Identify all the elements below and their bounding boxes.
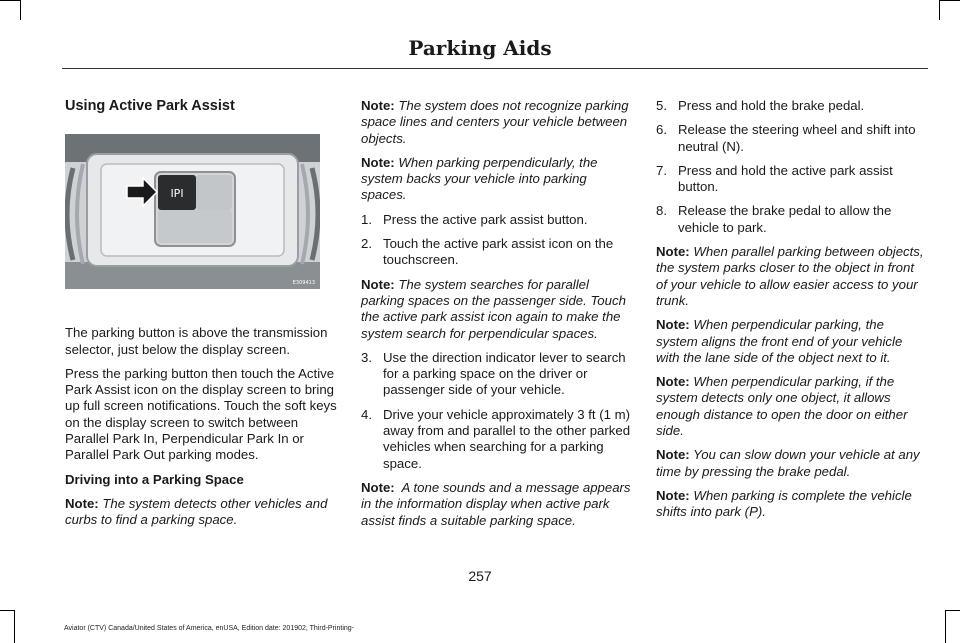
figure-code: E309413 bbox=[292, 280, 315, 287]
note-label: Note: bbox=[361, 154, 395, 170]
note-label: Note: bbox=[656, 244, 690, 260]
step-text: Press and hold the brake pedal. bbox=[678, 98, 865, 113]
note-label: Note: bbox=[65, 495, 99, 511]
steps-list bbox=[656, 98, 928, 236]
paragraph: The parking button is above the transmission selector, just below the display screen. bbox=[65, 325, 328, 357]
step-text: Press the active park assist button. bbox=[383, 211, 588, 227]
park-button-illustration bbox=[65, 134, 320, 289]
step-item bbox=[656, 122, 928, 155]
subheading: Driving into a Parking Space bbox=[65, 471, 244, 487]
note-label: Note: bbox=[656, 374, 690, 390]
step-text: Release the brake pedal to allow the vehicle to park. bbox=[678, 203, 892, 235]
page-header-title: Parking Aids bbox=[408, 36, 552, 60]
step-number: 1. bbox=[361, 211, 372, 227]
step-item bbox=[361, 212, 633, 228]
step-item bbox=[361, 350, 633, 399]
note bbox=[656, 488, 928, 521]
note-text: When parallel parking between objects, the system parks closer to the object in front of your vehicle to allow easier access to your trunk. bbox=[656, 244, 924, 308]
step-item bbox=[656, 203, 928, 236]
step-item bbox=[656, 98, 928, 114]
section-heading: Using Active Park Assist bbox=[65, 98, 235, 114]
step-item bbox=[361, 407, 633, 472]
step-number: 4. bbox=[361, 406, 372, 422]
paragraph: Press the parking button then touch the Active Park Assist icon on the display screen to bring up full screen notifications. Touch the soft keys on the display screen to switch between Parallel Park In, Perpendicular Park In or Parallel Park Out parking modes. bbox=[65, 365, 337, 463]
step-number: 8. bbox=[656, 203, 667, 219]
step-number: 5. bbox=[656, 98, 667, 113]
step-text: Touch the active park assist icon on the touchscreen. bbox=[383, 236, 614, 268]
step-number: 3. bbox=[361, 349, 372, 365]
header-rule bbox=[62, 68, 928, 69]
crop-mark bbox=[0, 610, 14, 611]
note-text: You can slow down your vehicle at any time by pressing the brake pedal. bbox=[656, 447, 920, 479]
crop-mark bbox=[20, 0, 21, 20]
note bbox=[656, 244, 928, 309]
note-label: Note: bbox=[656, 487, 690, 503]
note bbox=[656, 317, 928, 366]
note bbox=[656, 374, 928, 439]
step-number: 2. bbox=[361, 236, 372, 252]
note-label: Note: bbox=[656, 447, 690, 463]
note bbox=[361, 277, 633, 342]
crop-mark bbox=[945, 610, 946, 643]
step-text: Press and hold the active park assist button. bbox=[678, 162, 893, 195]
step-text: Drive your vehicle approximately 3 ft (1 m) away from and parallel to the other parked vehicles when searching for a parking space. bbox=[383, 406, 631, 471]
note-label: Note: bbox=[361, 276, 395, 292]
column-right bbox=[656, 98, 928, 529]
note-label: Note: bbox=[656, 317, 690, 333]
steps-list bbox=[361, 212, 633, 269]
step-item bbox=[361, 236, 633, 269]
note-text: When parking perpendicularly, the system backs your vehicle into parking spaces. bbox=[361, 154, 598, 203]
note bbox=[361, 98, 633, 147]
note bbox=[361, 480, 633, 529]
note-label: Note: bbox=[361, 98, 395, 113]
note-text: When perpendicular parking, if the system detects only one object, it allows enough distance to open the door on either side. bbox=[656, 374, 908, 439]
step-number: 7. bbox=[656, 162, 667, 178]
column-middle bbox=[361, 98, 633, 537]
button-label: IPI bbox=[170, 187, 184, 201]
steps-list bbox=[361, 350, 633, 472]
step-text: Use the direction indicator lever to search for a parking space on the driver or passenger side of your vehicle. bbox=[383, 349, 626, 398]
note-text: A tone sounds and a message appears in the information display when active park assist finds a suitable parking space. bbox=[361, 479, 635, 528]
crop-mark bbox=[939, 0, 940, 20]
note-text: When perpendicular parking, the system aligns the front end of your vehicle with the lane side of the object next to it. bbox=[656, 317, 903, 365]
note bbox=[65, 496, 337, 529]
note-label: Note: bbox=[361, 479, 395, 495]
note-text: The system detects other vehicles and curbs to find a parking space. bbox=[65, 495, 328, 528]
park-button-figure bbox=[65, 134, 320, 289]
crop-mark bbox=[14, 610, 15, 643]
note bbox=[361, 155, 633, 204]
footer-edition: Aviator (CTV) Canada/United States of America, enUSA, Edition date: 201902, Third-Printing- bbox=[64, 625, 355, 632]
note-text: When parking is complete the vehicle shifts into park (P). bbox=[656, 487, 912, 520]
note bbox=[656, 447, 928, 480]
step-item bbox=[656, 163, 928, 196]
crop-mark bbox=[0, 0, 20, 1]
note-text: The system does not recognize parking space lines and centers your vehicle between objects. bbox=[361, 98, 629, 146]
step-number: 6. bbox=[656, 122, 667, 138]
column-left bbox=[65, 98, 337, 537]
note-text: The system searches for parallel parking spaces on the passenger side. Touch the active park assist icon again to make the system search for perpendicular spaces. bbox=[361, 276, 626, 341]
crop-mark bbox=[946, 610, 960, 611]
step-text: Release the steering wheel and shift into neutral (N). bbox=[678, 122, 916, 154]
page-number: 257 bbox=[468, 568, 492, 584]
crop-mark bbox=[940, 0, 960, 1]
